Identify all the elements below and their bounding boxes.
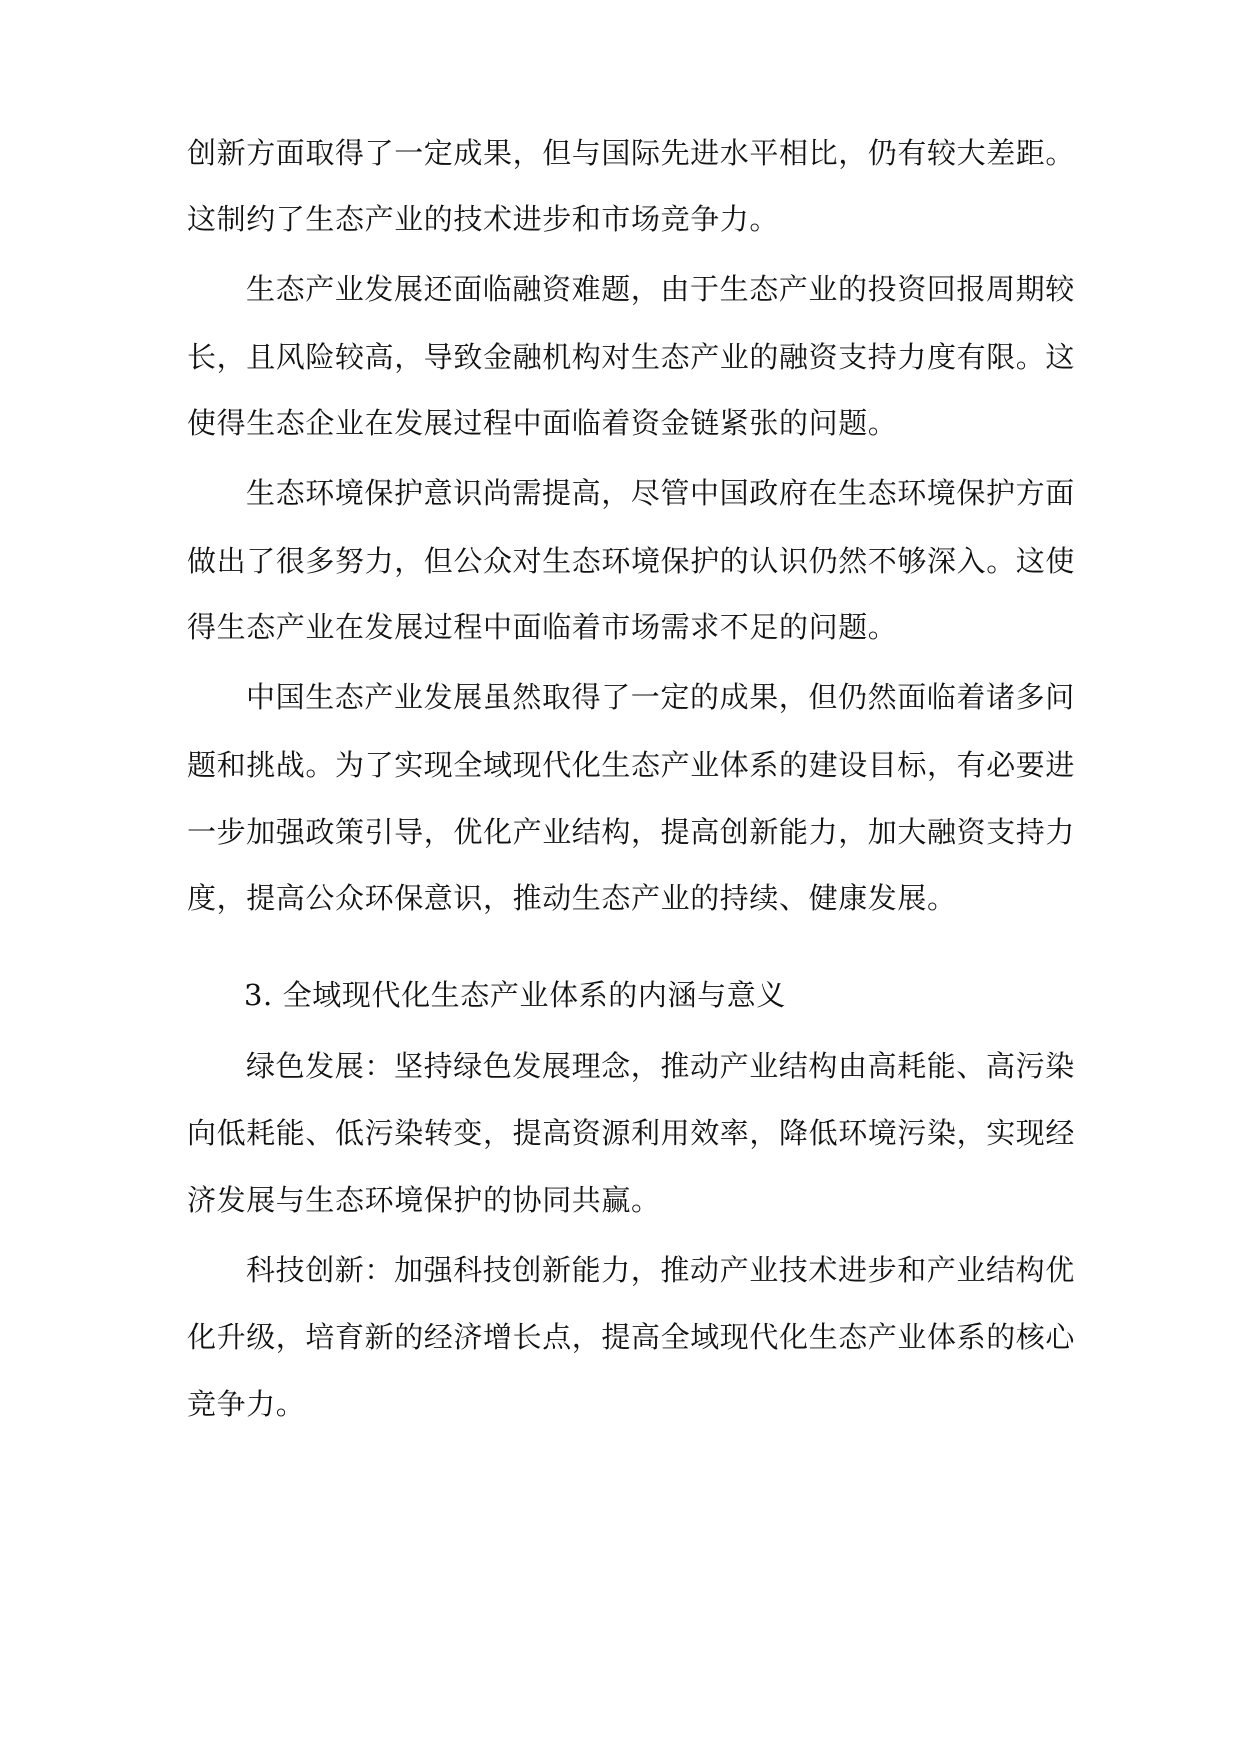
section-heading: 3. 全域现代化生态产业体系的内涵与意义 <box>244 978 786 1012</box>
paragraph-2-line-2: 长，且风险较高，导致金融机构对生态产业的融资支持力度有限。这 <box>187 340 1076 374</box>
paragraph-4-line-1: 中国生态产业发展虽然取得了一定的成果，但仍然面临着诸多问 <box>246 680 1075 714</box>
paragraph-7-line-1: 科技创新：加强科技创新能力，推动产业技术进步和产业结构优 <box>246 1253 1075 1287</box>
paragraph-2-line-1: 生态产业发展还面临融资难题，由于生态产业的投资回报周期较 <box>246 272 1075 306</box>
paragraph-6-line-3: 济发展与生态环境保护的协同共赢。 <box>187 1183 661 1217</box>
paragraph-3-line-1: 生态环境保护意识尚需提高，尽管中国政府在生态环境保护方面 <box>246 476 1075 510</box>
paragraph-7-line-3: 竞争力。 <box>187 1387 306 1421</box>
paragraph-4-line-2: 题和挑战。为了实现全域现代化生态产业体系的建设目标，有必要进 <box>187 748 1076 782</box>
paragraph-2-line-3: 使得生态企业在发展过程中面临着资金链紧张的问题。 <box>187 406 898 440</box>
paragraph-6-line-2: 向低耗能、低污染转变，提高资源利用效率，降低环境污染，实现经 <box>187 1116 1076 1150</box>
paragraph-4-line-4: 度，提高公众环保意识，推动生态产业的持续、健康发展。 <box>187 881 957 915</box>
paragraph-3-line-3: 得生态产业在发展过程中面临着市场需求不足的问题。 <box>187 610 898 644</box>
paragraph-7-line-2: 化升级，培育新的经济增长点，提高全域现代化生态产业体系的核心 <box>187 1320 1076 1354</box>
paragraph-4-line-3: 一步加强政策引导，优化产业结构，提高创新能力，加大融资支持力 <box>187 815 1076 849</box>
paragraph-3-line-2: 做出了很多努力，但公众对生态环境保护的认识仍然不够深入。这使 <box>187 544 1076 578</box>
paragraph-6-line-1: 绿色发展：坚持绿色发展理念，推动产业结构由高耗能、高污染 <box>246 1049 1075 1083</box>
paragraph-1-line-1: 创新方面取得了一定成果，但与国际先进水平相比，仍有较大差距。 <box>187 136 1076 170</box>
paragraph-1-line-2: 这制约了生态产业的技术进步和市场竞争力。 <box>187 202 780 236</box>
